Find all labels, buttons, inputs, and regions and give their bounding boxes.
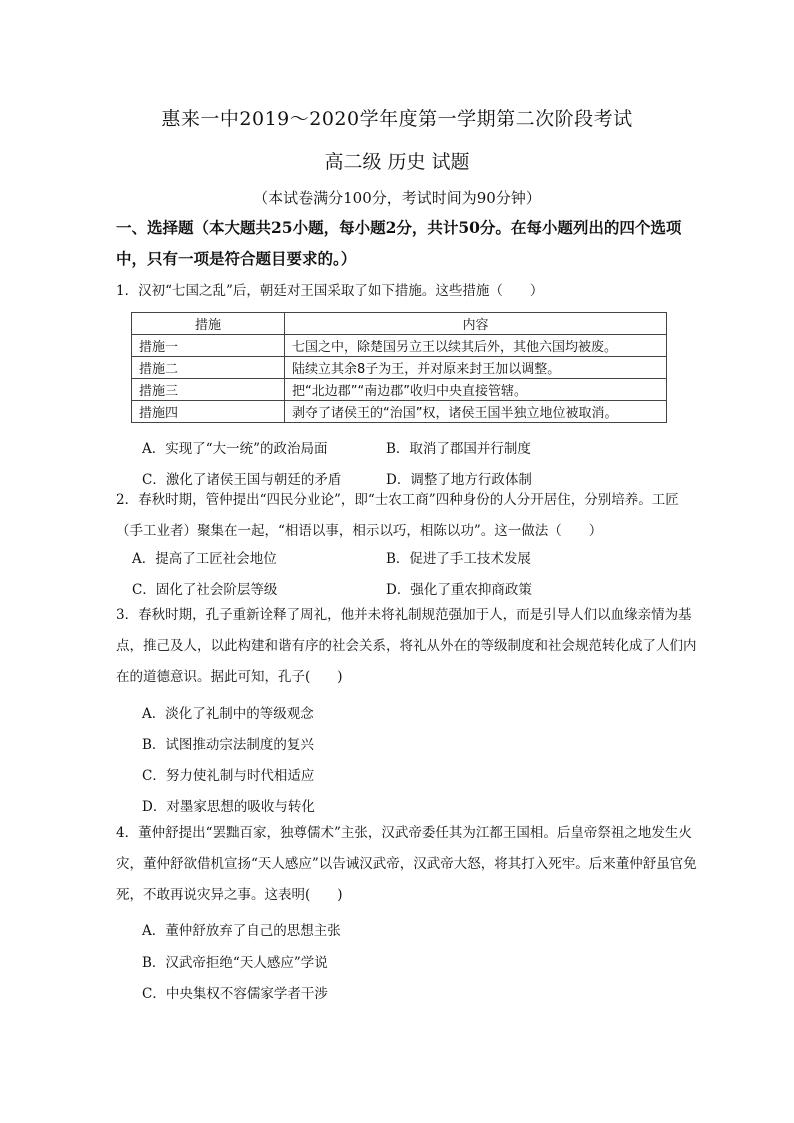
- q2-option-b: B．促进了手工技术发展: [386, 551, 531, 567]
- exam-title: 惠来一中2019～2020学年度第一学期第二次阶段考试: [161, 108, 633, 130]
- table-row: [132, 357, 667, 379]
- table-row: [132, 379, 667, 401]
- table-header-cell: 内容: [285, 313, 667, 335]
- question-3-stem: 3．春秋时期，孔子重新诠释了周礼，他并未将礼制规范强加于人，而是引导人们以血缘亲情为基点，推己及人，以此构建和谐有序的社会关系，将礼从外在的等级制度和社会规范转化成了人们内在的道德意识。据此可知，孔子( ): [116, 607, 697, 685]
- q4-option-c: C．中央集权不容儒家学者干涉: [142, 986, 328, 1002]
- exam-note: （本试卷满分100分，考试时间为90分钟）: [253, 189, 541, 207]
- question-4-stem: 4．董仲舒提出“罢黜百家，独尊儒术”主张，汉武帝委任其为江都王国相。后皇帝祭祖之地发生火灾，董仲舒欲借机宣扬“天人感应”以告诫汉武帝，汉武帝大怒，将其打入死牢。后来董仲舒虽官免死，不敢再说灾异之事。这表明( ): [116, 825, 697, 903]
- table-cell: 把“北边郡”“南边郡”收归中央直接管辖。: [285, 379, 667, 401]
- table-cell: 剥夺了诸侯王的“治国”权，诸侯王国半独立地位被取消。: [285, 401, 667, 423]
- q2-option-a: A．提高了工匠社会地位: [132, 551, 277, 567]
- table-cell: 措施四: [132, 401, 285, 423]
- q3-option-c: C．努力使礼制与时代相适应: [142, 768, 315, 784]
- q2-option-c: C．固化了社会阶层等级: [132, 582, 278, 598]
- q4-option-b: B．汉武帝拒绝“天人感应”学说: [142, 955, 328, 971]
- q1-option-c: C．激化了诸侯王国与朝廷的矛盾: [142, 472, 342, 488]
- question-1-stem: 1．汉初“七国之乱”后，朝廷对王国采取了如下措施。这些措施（ ）: [116, 283, 544, 299]
- table-header-cell: 措施: [132, 313, 285, 335]
- q3-option-b: B．试图推动宗法制度的复兴: [142, 737, 314, 753]
- q3-option-d: D．对墨家思想的吸收与转化: [142, 799, 315, 815]
- q4-option-a: A．董仲舒放弃了自己的思想主张: [142, 923, 341, 939]
- table-cell: 措施三: [132, 379, 285, 401]
- q2-option-d: D．强化了重农抑商政策: [386, 582, 532, 598]
- table-cell: 七国之中，除楚国另立王以续其后外，其他六国均被废。: [285, 335, 667, 357]
- q1-option-d: D．调整了地方行政体制: [386, 472, 532, 488]
- section-heading: 一、选择题（本大题共25小题，每小题2分，共计50分。在每小题列出的四个选项中，只有一项是符合题目要求的。）: [116, 218, 682, 268]
- question-2-stem: 2．春秋时期，管仲提出“四民分业论”，即“士农工商”四种身份的人分开居住，分别培养。工匠（手工业者）聚集在一起，“相语以事，相示以巧，相陈以功”。这一做法（ ）: [116, 492, 679, 539]
- table-cell: 陆续立其余8子为王，并对原来封王加以调整。: [285, 357, 667, 379]
- table-cell: 措施二: [132, 357, 285, 379]
- measures-table: [131, 312, 667, 423]
- table-cell: 措施一: [132, 335, 285, 357]
- q1-option-b: B．取消了郡国并行制度: [386, 441, 531, 457]
- q3-option-a: A．淡化了礼制中的等级观念: [142, 706, 314, 722]
- table-header-row: [132, 313, 667, 335]
- exam-subtitle: 高二级 历史 试题: [324, 151, 470, 173]
- q1-option-a: A．实现了“大一统”的政治局面: [142, 441, 328, 457]
- table-row: [132, 401, 667, 423]
- table-row: [132, 335, 667, 357]
